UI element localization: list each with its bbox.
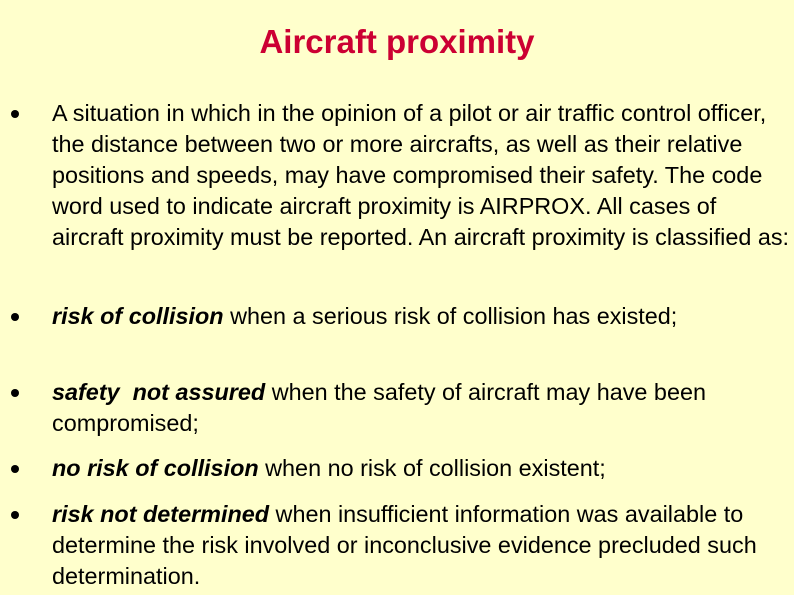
bullet-dot-icon xyxy=(11,110,19,118)
bullet-term: no risk of collision xyxy=(52,455,259,481)
bullet-text: when no risk of collision existent; xyxy=(258,455,606,481)
bullet-term: risk of collision xyxy=(52,303,224,329)
bullet-text: when a serious risk of collision has existed; xyxy=(223,303,678,329)
bullet-dot-icon xyxy=(11,511,19,519)
bullet-dot-icon xyxy=(11,389,19,397)
page-title: Aircraft proximity xyxy=(259,23,535,60)
list-item xyxy=(52,301,792,332)
bullet-dot-icon xyxy=(11,313,19,321)
bullet-text: when the safety of aircraft may have been compromised; xyxy=(52,379,706,436)
bullet-text: when insufficient information was available to determine the risk involved or inconclusive evidence precluded such determination. xyxy=(52,501,757,589)
list-item xyxy=(52,453,792,484)
list-item xyxy=(52,499,792,592)
bullet-term: safety not assured xyxy=(52,379,266,405)
list-item xyxy=(52,98,792,253)
bullet-text: A situation in which in the opinion of a pilot or air traffic control officer, the distance between two or more aircrafts, as well as their relative positions and speeds, may have compromised their safety. The code word used to indicate aircraft proximity is AIRPROX. All cases of aircraft proximity must be reported. An aircraft proximity is classified as: xyxy=(52,100,790,250)
list-item xyxy=(52,377,792,439)
bullet-dot-icon xyxy=(11,465,19,473)
bullet-term: risk not determined xyxy=(52,501,270,527)
